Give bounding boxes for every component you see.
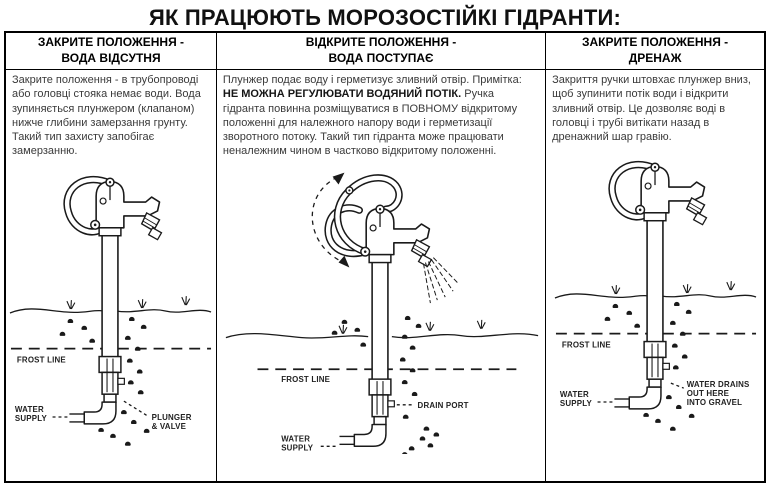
grass-icon (726, 282, 734, 291)
column3-header (546, 33, 764, 70)
frost-line-label: FROST LINE (17, 355, 67, 365)
grass-icon (139, 299, 147, 308)
svg-text:SUPPLY: SUPPLY (280, 443, 313, 453)
svg-text:& VALVE: & VALVE (152, 421, 187, 431)
column3-description: Закриття ручки штовхає плунжер вниз, щоб зупинити потік води і відкрити зливний отвір. Це дозволяє воді в головці і трубі витікати назад в дренажний шар гравію. (552, 74, 751, 144)
description-bold-note: НЕ МОЖНА РЕГУЛЮВАТИ ВОДЯНИЙ ПОТІК. (222, 88, 462, 101)
hydrant-diagram-drain (552, 146, 759, 446)
column1-header-line1: ЗАКРИТЕ ПОЛОЖЕННЯ - (37, 35, 185, 49)
svg-text:PLUNGER: PLUNGER (152, 412, 193, 422)
supply-elbow (339, 424, 385, 446)
svg-text:WATER: WATER (559, 390, 589, 400)
hydrant-diagram-open (218, 161, 545, 454)
frost-line-label: FROST LINE (280, 374, 330, 384)
water-supply-label (281, 434, 336, 452)
water-supply-label (15, 405, 68, 423)
column-closed-drain (545, 33, 764, 481)
standpipe (647, 219, 663, 344)
grass-icon (339, 325, 347, 334)
column2-header (217, 33, 545, 70)
column2-header-line2: ВОДА ПОСТУПАЄ (328, 50, 434, 65)
grass-icon (683, 285, 691, 294)
hydrant-diagram-closed-no-water (7, 161, 214, 461)
grass-icon (182, 296, 190, 305)
svg-text:INTO GRAVEL: INTO GRAVEL (686, 398, 742, 408)
column1-header-line2: ВОДА ВІДСУТНЯ (61, 50, 161, 65)
grass-icon (611, 286, 619, 295)
supply-elbow (614, 388, 661, 410)
column1-header (6, 33, 216, 70)
column3-header-line1: ЗАКРИТЕ ПОЛОЖЕННЯ - (581, 35, 729, 49)
water-drains-label (670, 381, 749, 408)
grass-icon (477, 320, 485, 329)
page-title: ЯК ПРАЦЮЮТЬ МОРОЗОСТІЙКІ ГІДРАНТИ: (148, 5, 622, 30)
drain-port-label (396, 401, 468, 410)
valve-assembly (100, 356, 125, 402)
hydrant-head-body (366, 205, 431, 266)
svg-text:WATER: WATER (15, 404, 45, 414)
svg-text:SUPPLY: SUPPLY (15, 413, 48, 423)
column-open-water-flowing (216, 33, 545, 481)
valve-assembly (369, 379, 394, 424)
column-closed-no-water (6, 33, 216, 481)
standpipe (372, 260, 388, 381)
column2-description: Плунжер подає воду і герметизує зливний отвір. Примітка: НЕ МОЖНА РЕГУЛЮВАТИ ВОДЯНИЙ ПОТІК. Ручка гідранта повинна розміщуватися в ПОВНОМУ відкритому положенні для належного напору води і герметизації зворотного потоку. Такий тип гідранта може працювати неналежним чином в частково відкритому положенні. (222, 74, 522, 158)
svg-text:DRAIN PORT: DRAIN PORT (417, 400, 469, 410)
hydrant-head-closed (68, 178, 162, 239)
hydrant-head-closed (612, 164, 706, 225)
column1-description: Закрите положення - в трубопроводі або головці стояка немає води. Вода зупиняється плунжером (клапаном) нижче глибини замерзання грунту. Такий тип захисту запобігає замерзанню. (12, 74, 201, 158)
svg-text:SUPPLY: SUPPLY (559, 399, 592, 409)
svg-text:WATER: WATER (280, 434, 310, 444)
standpipe (103, 234, 119, 359)
hydrant-table (4, 31, 766, 483)
grass-icon (67, 300, 75, 309)
svg-text:WATER DRAINS: WATER DRAINS (686, 380, 750, 390)
column3-header-line2: ДРЕНАЖ (628, 50, 682, 65)
water-supply-label (559, 391, 612, 409)
supply-elbow (70, 402, 117, 424)
valve-assembly (644, 342, 669, 388)
column2-header-line1: ВІДКРИТЕ ПОЛОЖЕННЯ - (305, 35, 457, 49)
plunger-valve-label (124, 401, 192, 431)
svg-text:OUT HERE: OUT HERE (686, 389, 729, 399)
frost-line-label: FROST LINE (561, 340, 611, 350)
grass-icon (425, 322, 433, 331)
